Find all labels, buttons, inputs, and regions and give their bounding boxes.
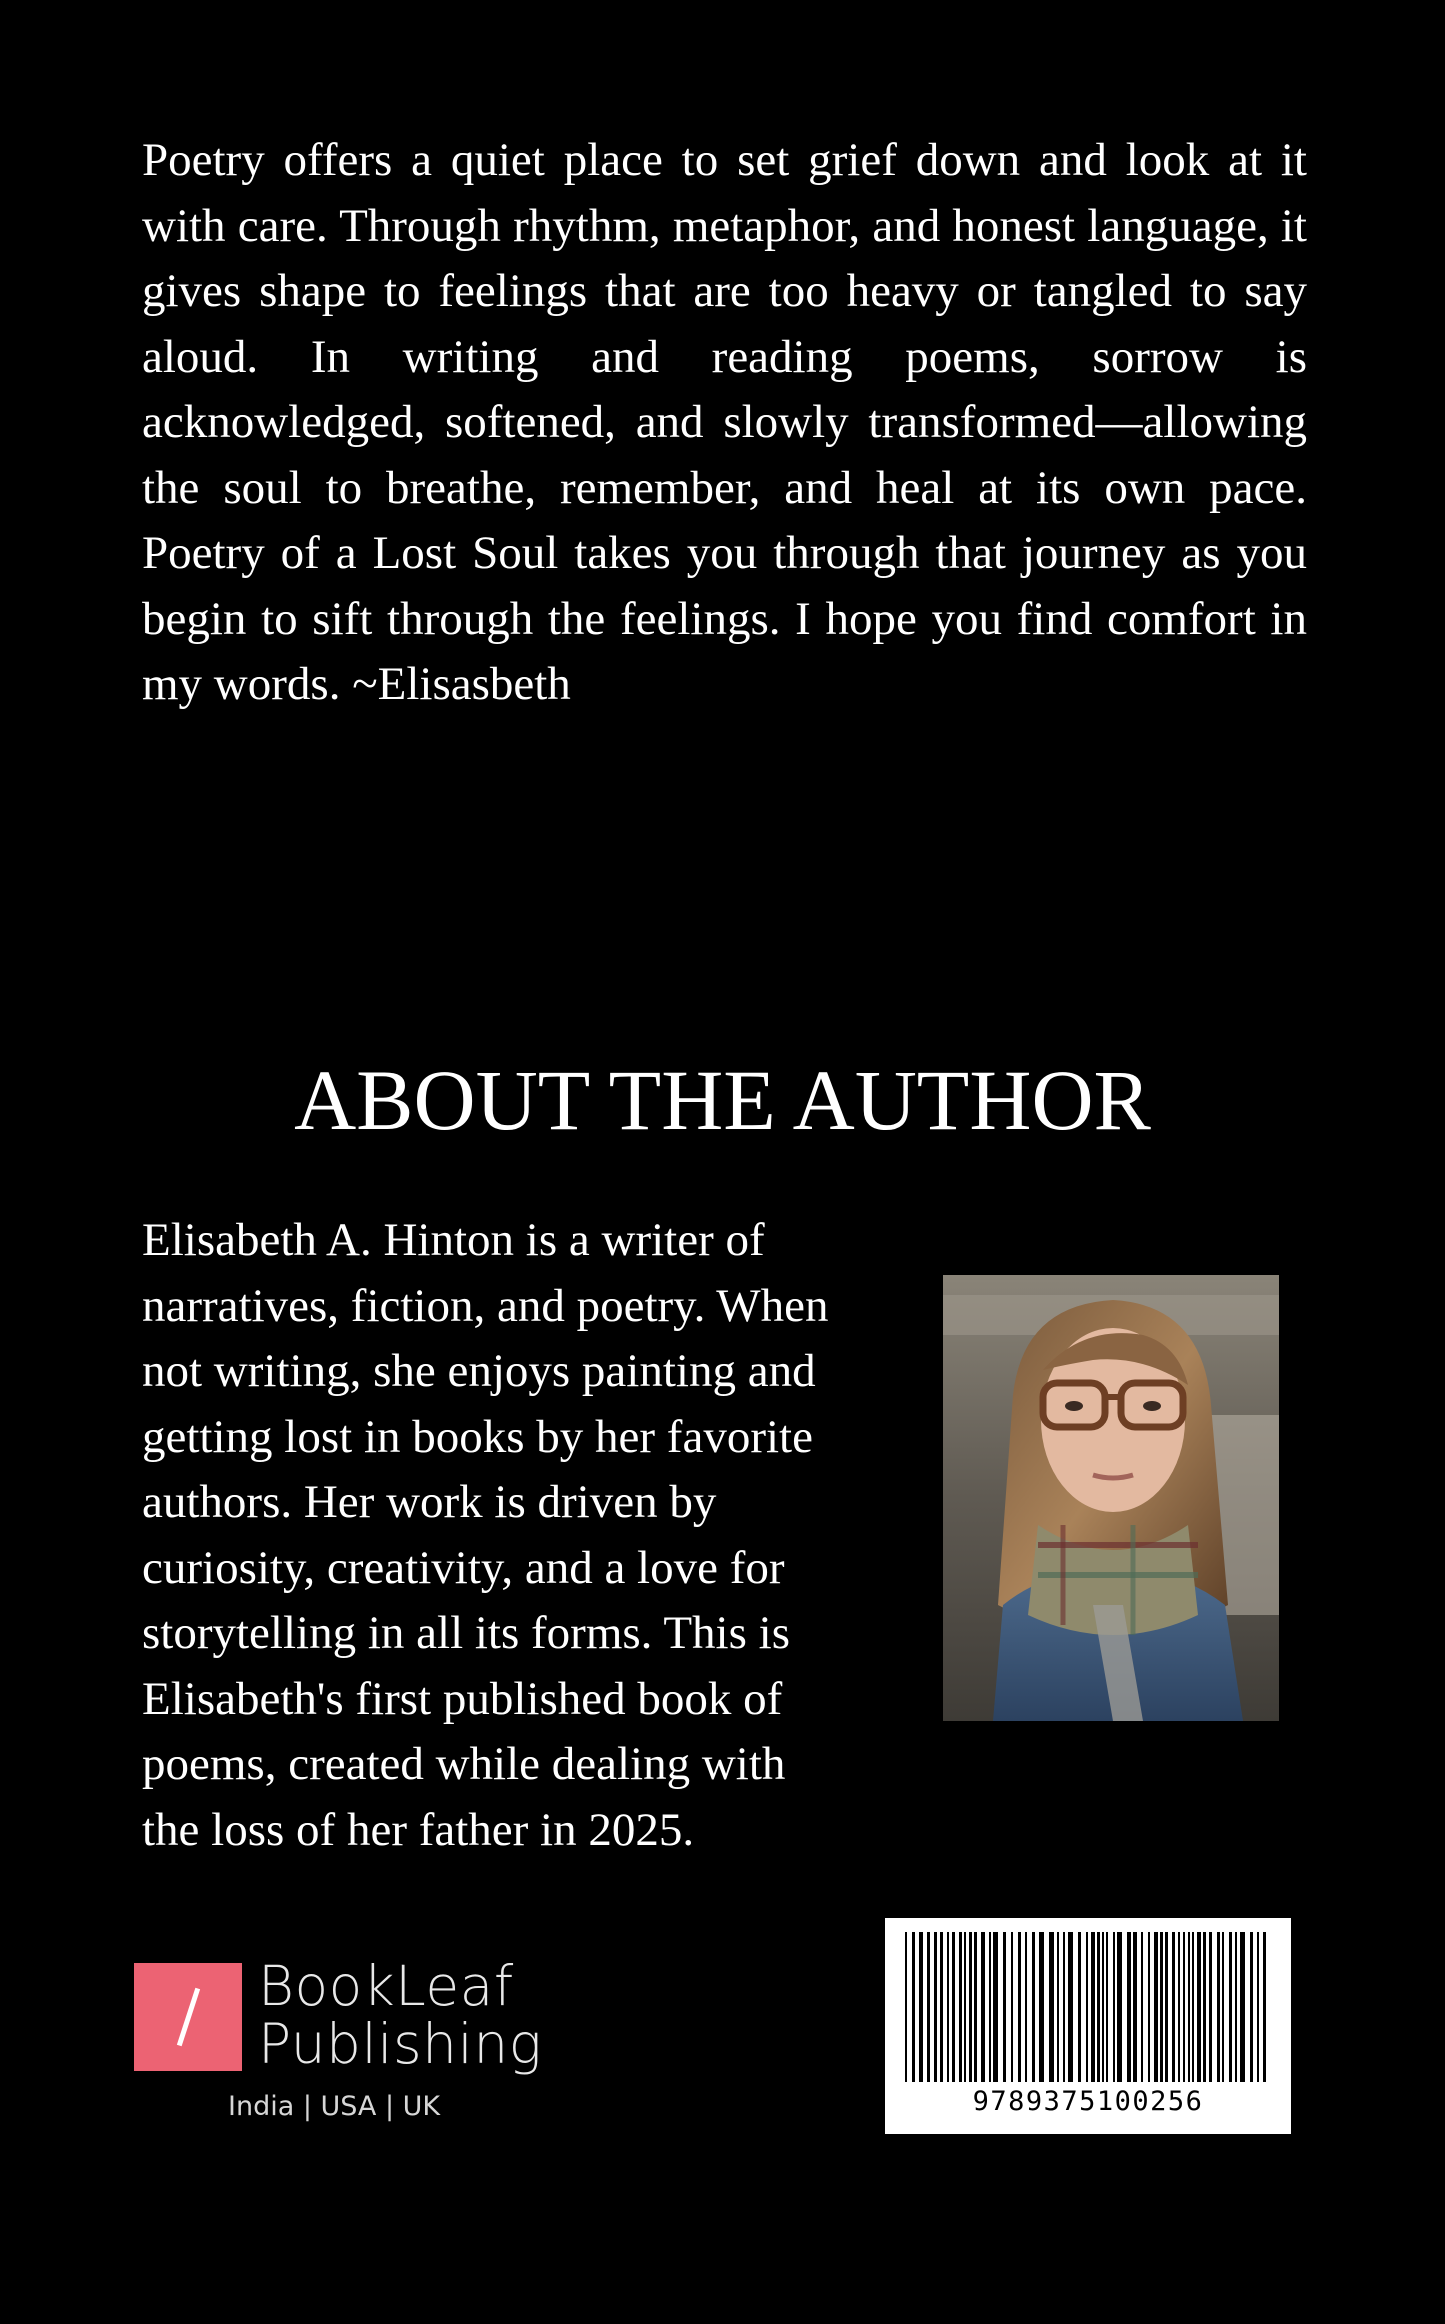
barcode-bar: [905, 1932, 907, 2082]
barcode-bar: [1078, 1932, 1081, 2082]
barcode-bar: [993, 1932, 998, 2082]
publisher-regions: India | USA | UK: [228, 2091, 441, 2122]
barcode-bar: [1229, 1932, 1232, 2082]
barcode-bar: [1165, 1932, 1168, 2082]
publisher-slash-icon: [134, 1963, 242, 2071]
back-cover-blurb: Poetry offers a quiet place to set grief down and look at it with care. Through rhythm, metaphor, and honest language, it gives shape to feelings that are too heavy or tangled to say aloud. In writing and reading poems, sorrow is acknowledged, softened, and slowly transformed—allowing the soul to breathe, remember, and heal at its own pace. Poetry of a Lost Soul takes you through that journey as you begin to sift through the feelings. I hope you find comfort in my words. ~Elisasbeth: [142, 134, 1307, 710]
barcode-bar: [952, 1932, 955, 2082]
barcode-bar: [1063, 1932, 1065, 2082]
isbn-number: 9789375100256: [972, 2086, 1204, 2117]
author-photo-illustration: [943, 1275, 1279, 1721]
barcode-bar: [1257, 1932, 1259, 2082]
bio-line: Elisabeth A. Hinton is a writer of: [142, 1214, 765, 1266]
barcode-bar: [1222, 1932, 1224, 2082]
barcode-bar: [919, 1932, 923, 2082]
bio-line: narratives, fiction, and poetry. When: [142, 1279, 829, 1332]
isbn-barcode: [885, 1918, 1291, 2134]
about-author-heading: ABOUT THE AUTHOR: [294, 1052, 1151, 1148]
barcode-bar: [1203, 1932, 1206, 2082]
barcode-bar: [1102, 1932, 1104, 2082]
barcode-bar: [1025, 1932, 1027, 2082]
barcode-bar: [969, 1932, 972, 2082]
barcode-bar: [1068, 1932, 1073, 2082]
barcode-bar: [1172, 1932, 1175, 2082]
barcode-bar: [947, 1932, 949, 2082]
bio-line: curiosity, creativity, and a love for: [142, 1541, 785, 1594]
barcode-bars: [899, 1932, 1277, 2082]
barcode-bar: [1183, 1932, 1185, 2082]
barcode-bar: [1117, 1932, 1122, 2082]
barcode-bar: [1192, 1932, 1194, 2082]
publisher-name-line: Publishing: [258, 2012, 543, 2076]
barcode-bar: [1039, 1932, 1044, 2082]
barcode-bar: [964, 1932, 966, 2082]
barcode-bar: [1086, 1932, 1088, 2082]
barcode-bar: [1106, 1932, 1108, 2082]
barcode-bar: [1240, 1932, 1245, 2082]
barcode-bar: [1235, 1932, 1237, 2082]
barcode-bar: [1188, 1932, 1190, 2082]
barcode-bar: [1160, 1932, 1163, 2082]
barcode-bar: [1133, 1932, 1137, 2082]
barcode-bar: [1148, 1932, 1150, 2082]
barcode-bar: [959, 1932, 962, 2082]
bio-line: the loss of her father in 2025.: [142, 1803, 695, 1856]
bio-line: not writing, she enjoys painting and: [142, 1345, 816, 1397]
bio-line: getting lost in books by her favorite: [142, 1410, 813, 1463]
barcode-bar: [1113, 1932, 1115, 2082]
barcode-bar: [1217, 1932, 1220, 2082]
bio-line: poems, created while dealing with: [142, 1738, 786, 1790]
barcode-bar: [1197, 1932, 1201, 2082]
barcode-bar: [1018, 1932, 1021, 2082]
barcode-bar: [1003, 1932, 1006, 2082]
publisher-logo: [134, 1954, 554, 2133]
barcode-bar: [1209, 1932, 1212, 2082]
barcode-bar: [927, 1932, 930, 2082]
bio-line: authors. Her work is driven by: [142, 1476, 717, 1528]
author-photo: [943, 1275, 1279, 1721]
barcode-bar: [989, 1932, 991, 2082]
barcode-bar: [1057, 1932, 1059, 2082]
barcode-bar: [1178, 1932, 1180, 2082]
barcode-bar: [1097, 1932, 1100, 2082]
author-bio: [142, 1208, 902, 1863]
barcode-bar: [912, 1932, 915, 2082]
barcode-bar: [1127, 1932, 1131, 2082]
barcode-bar: [1011, 1932, 1013, 2082]
bio-line: Elisabeth's first published book of: [142, 1672, 783, 1725]
barcode-bar: [974, 1932, 977, 2082]
barcode-bar: [1141, 1932, 1143, 2082]
barcode-bar: [1032, 1932, 1035, 2082]
barcode-bar: [940, 1932, 943, 2082]
barcode-bar: [1154, 1932, 1158, 2082]
barcode-bar: [1091, 1932, 1095, 2082]
bio-line: storytelling in all its forms. This is: [142, 1607, 790, 1659]
barcode-bar: [934, 1932, 937, 2082]
publisher-name-line: BookLeaf: [258, 1954, 514, 2018]
publisher-name: [258, 1954, 543, 2076]
barcode-bar: [1263, 1932, 1266, 2082]
barcode-bar: [1049, 1932, 1054, 2082]
barcode-bar: [1250, 1932, 1253, 2082]
barcode-bar: [981, 1932, 985, 2082]
